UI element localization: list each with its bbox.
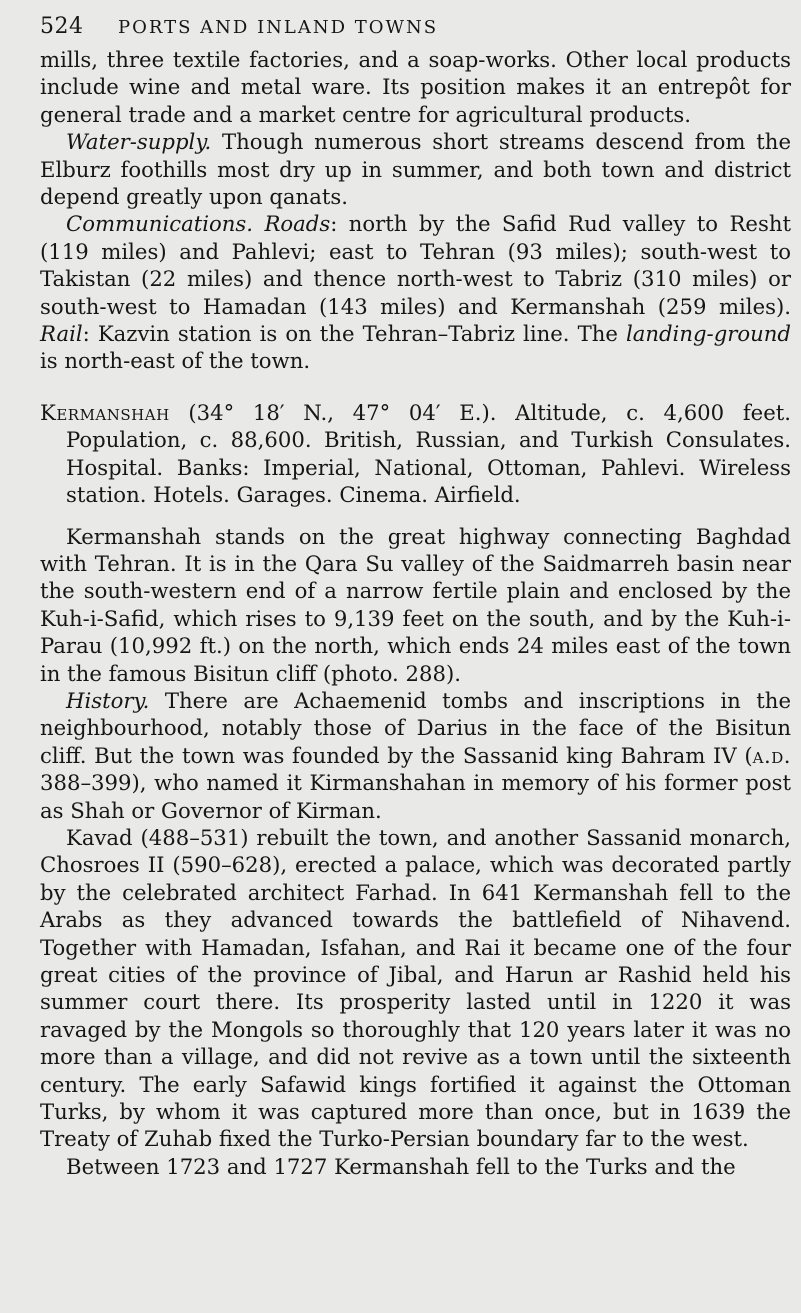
entry-gap bbox=[40, 509, 791, 523]
water-supply-text: Though numerous short streams descend from the Elburz foothills most dry up in summer, and both town and district depend greatly upon qanats. bbox=[40, 129, 791, 210]
kermanshah-heading: Kermanshah bbox=[40, 399, 170, 425]
rail-text: : Kazvin station is on the Tehran–Tabriz line. The bbox=[82, 321, 626, 347]
rail-label: Rail bbox=[40, 321, 83, 347]
ad-label: a.d. bbox=[752, 742, 791, 768]
book-page bbox=[40, 14, 791, 1180]
history-text: There are Achaemenid tombs and inscriptions in the neighbourhood, notably those of Darius in the face of the Bisitun cliff. But the town was founded by the Sassanid king Bahram IV ( bbox=[40, 687, 791, 768]
kavad-paragraph: Kavad (488–531) rebuilt the town, and another Sassanid monarch, Chosroes II (590–628), erected a palace, which was decorated partly by the celebrated architect Farhad. In 641 Kermanshah fell to the Arabs as they advanced towards the battlefield of Nihavend. Together with Hamadan, Isfahan, and Rai it became one of the four great cities of the province of Jibal, and Harun ar Rashid held his summer court there. Its prosperity lasted until in 1220 it was ravaged by the Mongols so thoroughly that 120 years later it was no more than a village, and did not revive as a town until the sixteenth century. The early Safawid kings fortified it against the Ottoman Turks, by whom it was captured more than once, but in 1639 the Treaty of Zuhab fixed the Turko-Persian boundary far to the west. bbox=[40, 824, 791, 1152]
intro-paragraph: mills, three textile factories, and a soap-works. Other local products include wine and metal ware. Its position makes it an entrepôt for general trade and a market centre for agricultural products. bbox=[40, 47, 791, 127]
history-paragraph bbox=[40, 687, 791, 824]
kermanshah-summary: (34° 18′ N., 47° 04′ E.). Altitude, c. 4,600 feet. Population, c. 88,600. British, Russian, and Turkish Consulates. Hospital. Banks: Imperial, National, Ottoman, Pahlevi. Wireless station. Hotels. Garages. Cinema. Airfield. bbox=[66, 399, 791, 508]
communications-label: Communications. bbox=[66, 211, 254, 237]
running-title: PORTS AND INLAND TOWNS bbox=[118, 17, 439, 38]
geography-paragraph: Kermanshah stands on the great highway connecting Baghdad with Tehran. It is in the Qara Su valley of the Saidmarreh basin near the south-western end of a narrow fertile plain and enclosed by the Kuh-i-Safid, which rises to 9,139 feet on the south, and by the Kuh-i-Parau (10,992 ft.) on the north, which ends 24 miles east of the town in the famous Bisitun cliff (photo. 288). bbox=[40, 523, 791, 686]
water-supply-paragraph bbox=[40, 128, 791, 210]
landing-ground-text: is north-east of the town. bbox=[40, 348, 311, 374]
water-supply-label: Water-supply. bbox=[66, 129, 212, 155]
running-head bbox=[40, 14, 791, 46]
history-text-cont: 388–399), who named it Kirmanshahan in memory of his former post as Shah or Governor of Kirman. bbox=[40, 770, 791, 823]
landing-ground-label: landing-ground bbox=[625, 321, 791, 347]
roads-label: Roads bbox=[264, 211, 331, 237]
page-number: 524 bbox=[40, 14, 84, 39]
kermanshah-entry-header bbox=[40, 399, 791, 509]
history-label: History. bbox=[66, 687, 150, 713]
roads-text: : north by the Safid Rud valley to Resht (119 miles) and Pahlevi; east to Tehran (93 miles); south-west to Takistan (22 miles) and thence north-west to Tabriz (310 miles) or south-west to Hamadan (143 miles) and Kermanshah (259 miles). bbox=[40, 211, 791, 319]
communications-paragraph bbox=[40, 210, 791, 374]
section-gap bbox=[40, 375, 791, 399]
final-paragraph: Between 1723 and 1727 Kermanshah fell to the Turks and the bbox=[66, 1153, 736, 1179]
